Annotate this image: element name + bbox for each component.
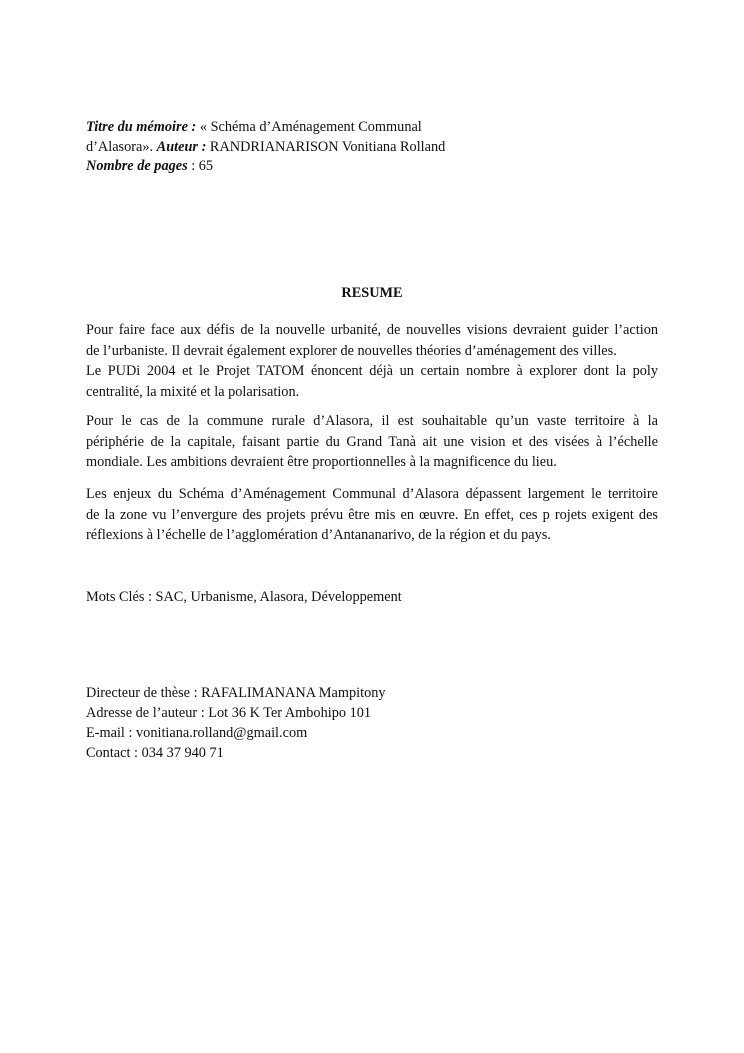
author-email: E-mail : vonitiana.rolland@gmail.com xyxy=(86,725,308,741)
paragraph-line: de l’urbaniste. Il devrait également explorer de nouvelles théories d’aménagement des villes. xyxy=(86,342,617,359)
resume-paragraph-3 xyxy=(86,484,658,546)
thesis-header xyxy=(86,118,658,177)
page-count-line xyxy=(86,157,658,177)
paragraph-line: périphérie de la capitale, faisant partie du Grand Tanà ait une vision et des visées à l’échelle xyxy=(86,433,658,450)
paragraph-line: Les enjeux du Schéma d’Aménagement Communal d’Alasora dépassent largement le territoire xyxy=(86,486,658,502)
paragraph-line: de la zone vu l’envergure des projets prévu être mis en œuvre. En effet, ces p rojets exigent des xyxy=(86,506,658,523)
keywords-line: Mots Clés : SAC, Urbanisme, Alasora, Développement xyxy=(86,589,402,605)
thesis-director: Directeur de thèse : RAFALIMANANA Mampitony xyxy=(86,685,386,701)
author-address: Adresse de l’auteur : Lot 36 K Ter Ambohipo 101 xyxy=(86,705,372,721)
contact-info xyxy=(86,683,658,763)
paragraph-line: réflexions à l’échelle de l’agglomération d’Antananarivo, de la région et du pays. xyxy=(86,527,551,543)
page-count-value: : 65 xyxy=(187,158,214,174)
thesis-title-label: Titre du mémoire : xyxy=(86,119,197,135)
paragraph-line: mondiale. Les ambitions devraient être proportionnelles à la magnificence du lieu. xyxy=(86,454,557,470)
keywords xyxy=(86,588,658,608)
paragraph-line: Pour le cas de la commune rurale d’Alasora, il est souhaitable qu’un vaste territoire à la xyxy=(86,413,658,429)
paragraph-line: Pour faire face aux défis de la nouvelle urbanité, de nouvelles visions devraient guider l’action xyxy=(86,322,658,338)
paragraph-line: centralité, la mixité et la polarisation. xyxy=(86,383,300,400)
resume-paragraph-2 xyxy=(86,411,658,473)
author-value: RANDRIANARISON Vonitiana Rolland xyxy=(206,138,446,155)
paragraph-line: Le PUDi 2004 et le Projet TATOM énoncent déjà un certain nombre à explorer dont la poly xyxy=(86,363,658,379)
thesis-title-value: « Schéma d’Aménagement Communal xyxy=(196,119,422,135)
author-phone: Contact : 034 37 940 71 xyxy=(86,745,224,761)
thesis-title-line xyxy=(86,118,658,138)
resume-paragraph-1 xyxy=(86,320,658,402)
thesis-title-value-continued: d’Alasora». xyxy=(86,138,157,155)
page-count-label: Nombre de pages xyxy=(86,158,188,174)
thesis-title-author-line xyxy=(86,138,658,158)
author-label: Auteur : xyxy=(156,138,207,155)
resume-heading: RESUME xyxy=(341,285,403,301)
